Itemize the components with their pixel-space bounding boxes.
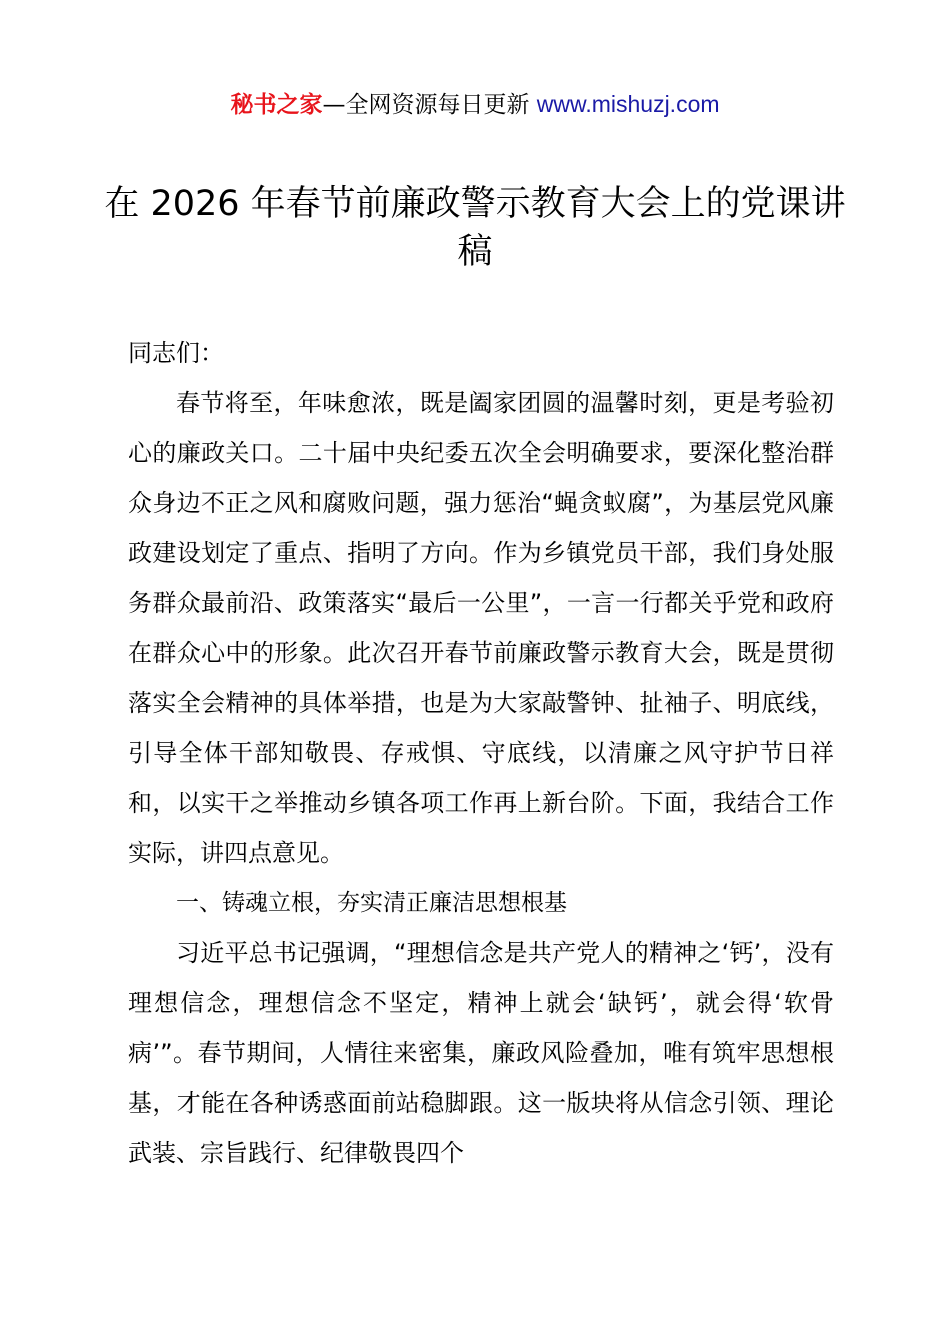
site-header [0, 88, 950, 121]
section-heading: 一、铸魂立根，夯实清正廉洁思想根基 [176, 890, 567, 916]
site-url[interactable]: www.mishuzj.com [536, 91, 720, 117]
document-body [128, 328, 834, 1178]
brand-name: 秘书之家 [230, 92, 323, 118]
intro-paragraph: 春节将至，年味愈浓，既是阖家团圆的温馨时刻，更是考验初心的廉政关口。二十届中央纪委五次全会明确要求，要深化整治群众身边不正之风和腐败问题，强力惩治“蝇贪蚁腐”，为基层党风廉政建设划定了重点、指明了方向。作为乡镇党员干部，我们身处服务群众最前沿、政策落实“最后一公里”，一言一行都关乎党和政府在群众心中的形象。此次召开春节前廉政警示教育大会，既是贯彻落实全会精神的具体举措，也是为大家敲警钟、扯袖子、明底线，引导全体干部知敬畏、存戒惧、守底线，以清廉之风守护节日祥和，以实干之举推动乡镇各项工作再上新台阶。下面，我结合工作实际，讲四点意见。 [128, 389, 834, 867]
header-slogan: —全网资源每日更新 [322, 92, 537, 118]
section-paragraph: 习近平总书记强调，“理想信念是共产党人的精神之‘钙’，没有理想信念，理想信念不坚定，精神上就会‘缺钙’，就会得‘软骨病’”。春节期间，人情往来密集，廉政风险叠加，唯有筑牢思想根基，才能在各种诱惑面前站稳脚跟。这一版块将从信念引领、理论武装、宗旨践行、纪律敬畏四个 [128, 939, 834, 1167]
document-title: 在 2026 年春节前廉政警示教育大会上的党课讲稿 [104, 184, 846, 272]
salutation: 同志们： [128, 339, 224, 367]
